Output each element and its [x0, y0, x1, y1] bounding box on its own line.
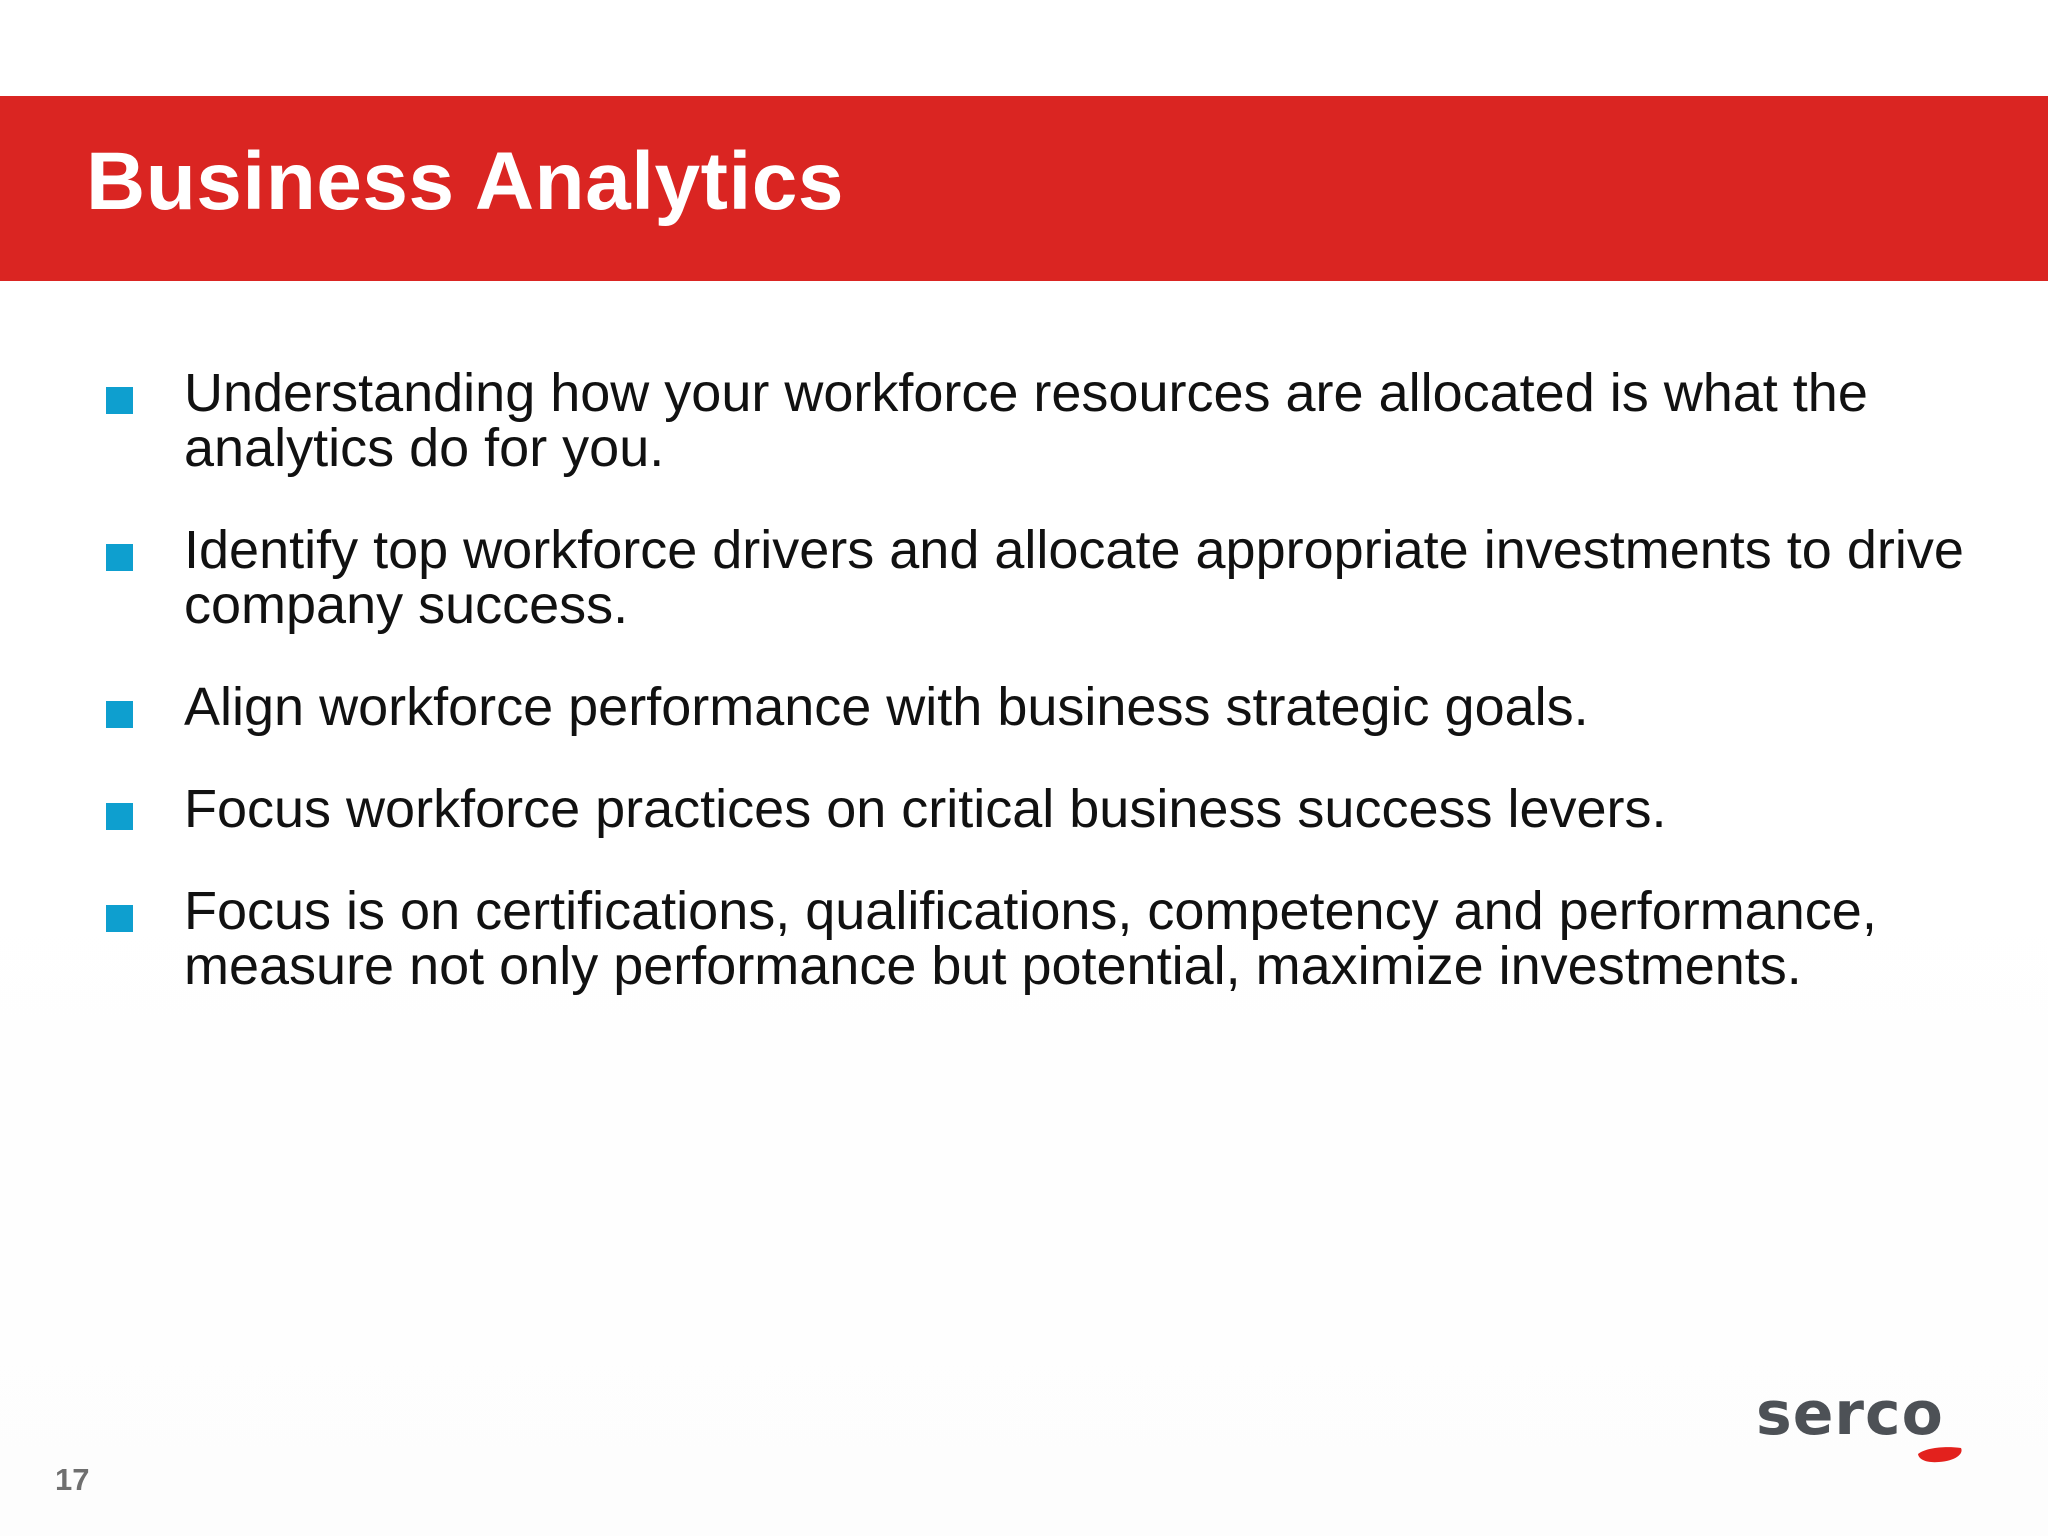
bullet-text: Focus is on certifications, qualifications, competency and performance, measure not only performance but potential, maximize investments.	[184, 881, 1877, 996]
logo-swoosh	[1918, 1447, 1962, 1462]
bullet-text: Identify top workforce drivers and allocate appropriate investments to drive company success.	[184, 520, 1964, 635]
bullet-text: Focus workforce practices on critical business success levers.	[184, 779, 1667, 839]
serco-logo	[1752, 1384, 1974, 1470]
square-bullet-icon	[106, 905, 133, 932]
square-bullet-icon	[106, 803, 133, 830]
square-bullet-icon	[106, 544, 133, 571]
bullet-item	[104, 363, 1964, 478]
bullet-list	[104, 363, 1964, 1041]
bullet-text: Understanding how your workforce resources are allocated is what the analytics do for you.	[184, 363, 1868, 478]
bullet-item	[104, 520, 1964, 635]
logo-wordmark: serco	[1756, 1384, 1944, 1449]
page-number: 17	[55, 1462, 90, 1497]
bullet-item	[104, 677, 1964, 737]
square-bullet-icon	[106, 387, 133, 414]
bullet-text: Align workforce performance with business strategic goals.	[184, 677, 1589, 737]
bullet-item	[104, 881, 1964, 996]
square-bullet-icon	[106, 701, 133, 728]
slide-title: Business Analytics	[86, 136, 844, 227]
bullet-item	[104, 779, 1964, 839]
